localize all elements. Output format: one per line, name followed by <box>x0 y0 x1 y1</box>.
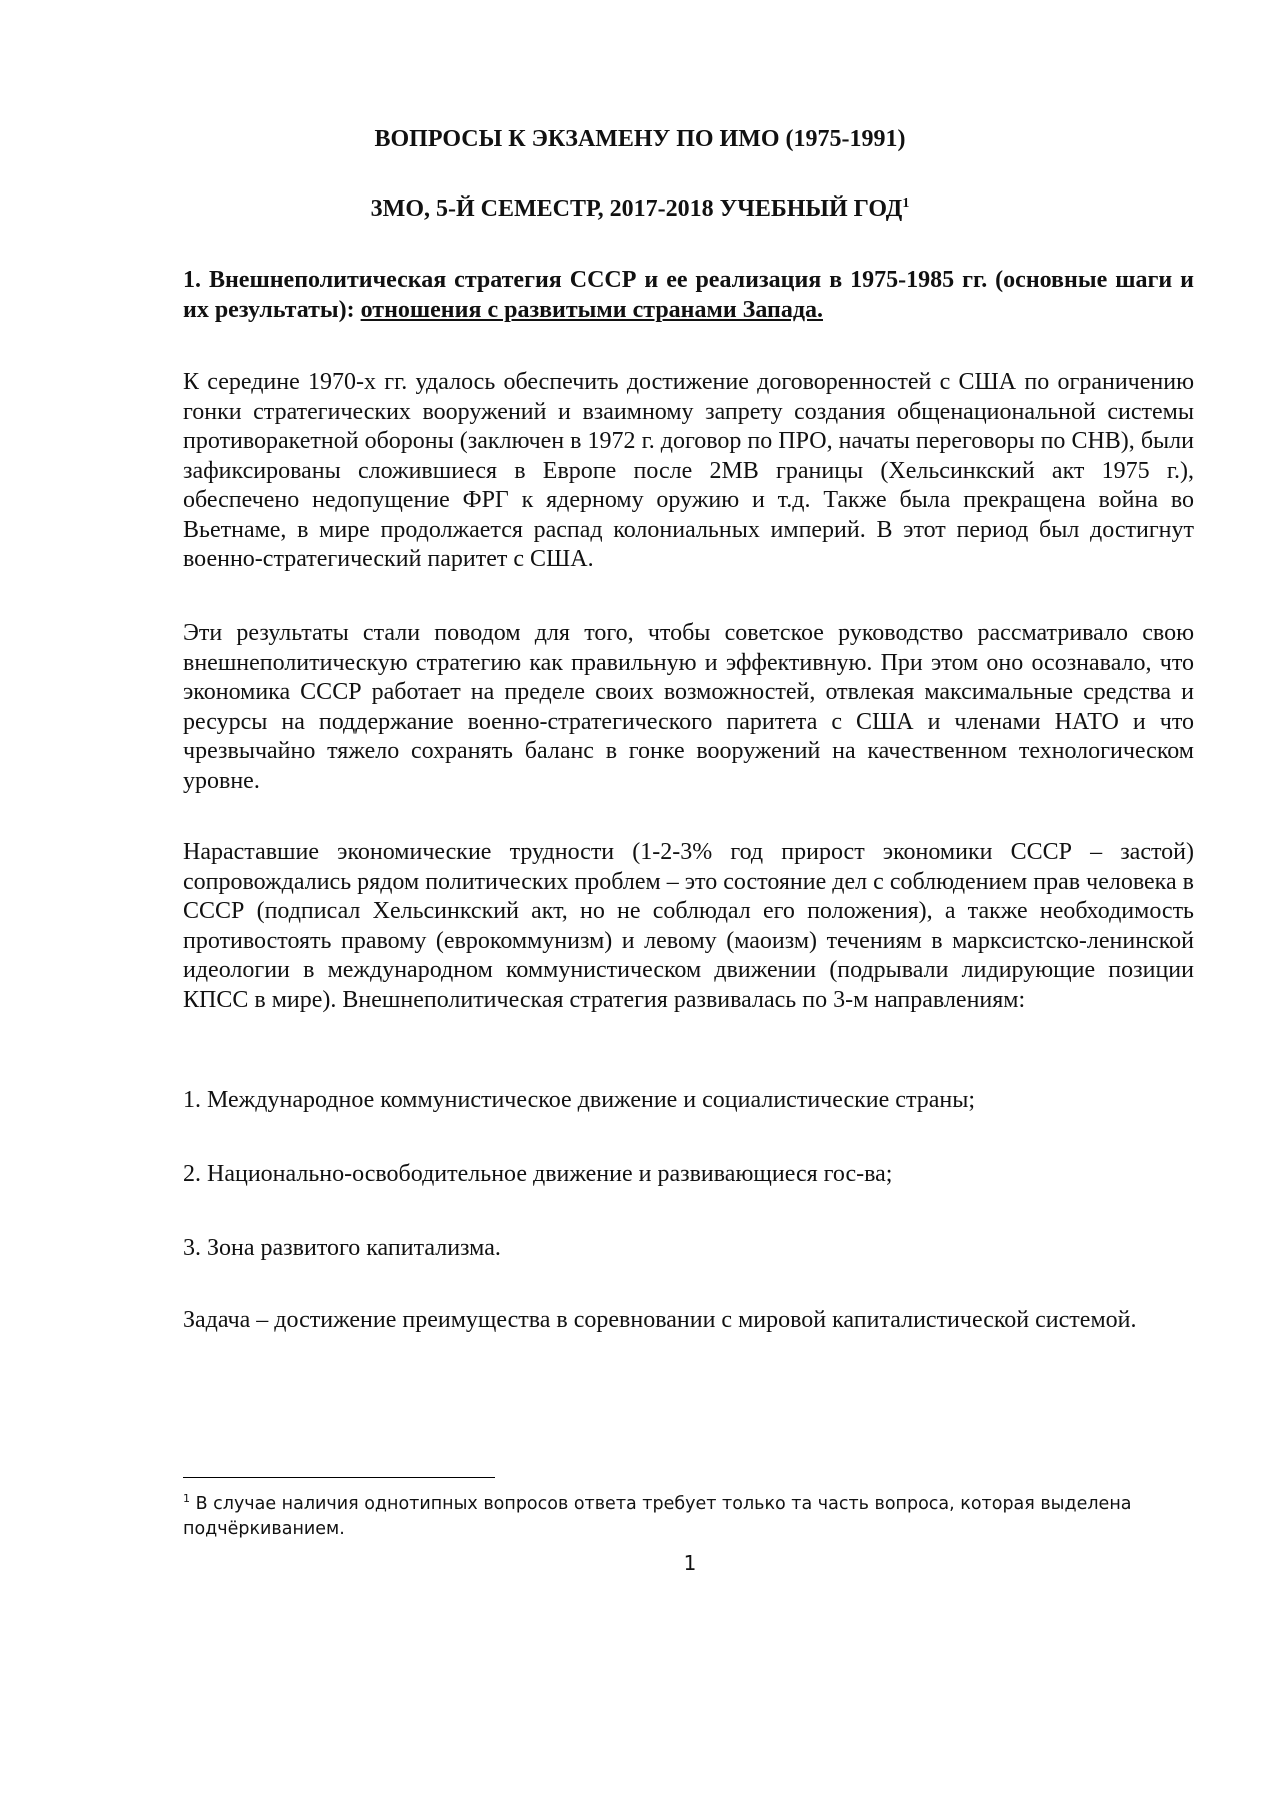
page-number: 1 <box>683 1551 697 1575</box>
question-text: 1. Внешнеполитическая стратегия СССР и ее реализация в 1975-1985 гг. (основные шаги и их результаты): <box>183 267 1194 323</box>
footnote-text: В случае наличия однотипных вопросов ответа требует только та часть вопроса, которая выделена подчёркиванием. <box>183 1494 1132 1539</box>
list-item-3: 3. Зона развитого капитализма. <box>183 1235 501 1261</box>
question-heading <box>183 266 1194 325</box>
document-title: ВОПРОСЫ К ЭКЗАМЕНУ ПО ИМО (1975-1991) <box>374 126 906 152</box>
footnote-reference: 1 <box>902 196 910 211</box>
paragraph-3: Нараставшие экономические трудности (1-2-3% год прирост экономики СССР – застой) сопровождались рядом политических проблем – это состояние дел с соблюдением прав человека в СССР (подписал Хельсинкский акт, но не соблюдал его положения), а также необходимость противостоять правому (еврокоммунизм) и левому (маоизм) течениям в марксистско-ленинской идеологии в международном коммунистическом движении (подрывали лидирующие позиции КПСС в мире). Внешнеполитическая стратегия развивалась по 3-м направлениям: <box>183 839 1194 1013</box>
paragraph-task: Задача – достижение преимущества в соревновании с мировой капиталистической системой. <box>183 1307 1137 1333</box>
footnote-mark: 1 <box>183 1492 190 1506</box>
subtitle-text: 3МО, 5-Й СЕМЕСТР, 2017-2018 УЧЕБНЫЙ ГОД <box>370 196 903 222</box>
footnote <box>183 1492 1143 1542</box>
paragraph-2: Эти результаты стали поводом для того, чтобы советское руководство рассматривало свою внешнеполитическую стратегию как правильную и эффективную. При этом оно осознавало, что экономика СССР работает на пределе своих возможностей, отвлекая максимальные средства и ресурсы на поддержание военно-стратегического паритета с США и членами НАТО и что чрезвычайно тяжело сохранять баланс в гонке вооружений на качественном технологическом уровне. <box>183 620 1194 794</box>
document-subtitle <box>0 196 1280 223</box>
question-underlined-part: отношения с развитыми странами Запада. <box>360 296 823 323</box>
paragraph-1: К середине 1970-х гг. удалось обеспечить достижение договоренностей с США по ограничению гонки стратегических вооружений и взаимному запрету создания общенациональной системы противоракетной обороны (заключен в 1972 г. договор по ПРО, начаты переговоры по СНВ), были зафиксированы сложившиеся в Европе после 2МВ границы (Хельсинкский акт 1975 г.), обеспечено недопущение ФРГ к ядерному оружию и т.д. Также была прекращена война во Вьетнаме, в мире продолжается распад колониальных империй. В этот период был достигнут военно-стратегический паритет с США. <box>183 369 1194 572</box>
list-item-1: 1. Международное коммунистическое движение и социалистические страны; <box>183 1087 976 1113</box>
footnote-separator <box>183 1477 495 1478</box>
list-item-2: 2. Национально-освободительное движение и развивающиеся гос-ва; <box>183 1161 893 1187</box>
